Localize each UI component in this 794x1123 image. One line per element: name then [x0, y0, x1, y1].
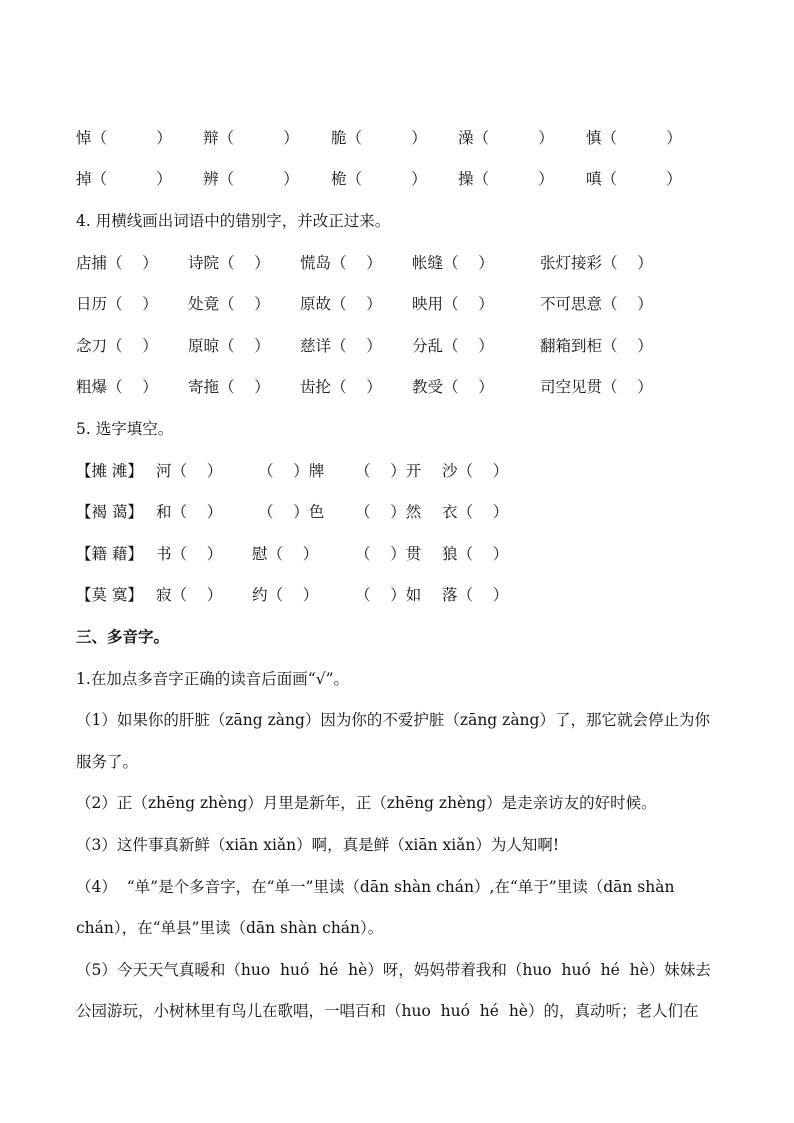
typo-item: 不可思意（ ）	[540, 295, 653, 313]
question-4-title: 4. 用横线画出词语中的错别字，并改正过来。	[76, 212, 391, 230]
choice-pair: 【籍 藉】	[76, 545, 143, 563]
fill-item: 嗔（ ）	[586, 170, 682, 188]
fill-item: 和（ ）	[156, 503, 223, 521]
paragraph-line: （2）正（zhēng zhèng）月里是新年，正（zhēng zhèng）是走亲访友的好时候。	[76, 794, 657, 812]
paragraph-line: chán），在“单县”里读（dān shàn chán）。	[76, 919, 384, 937]
fill-item: 落（ ）	[442, 586, 509, 604]
fill-item: （ ）贯	[355, 545, 422, 563]
fill-item: 书（ ）	[156, 545, 223, 563]
typo-item: 原晾（ ）	[188, 337, 270, 355]
typo-item: 日历（ ）	[76, 295, 158, 313]
paragraph-line: （3）这件事真新鲜（xiān xiǎn）啊，真是鲜（xiān xiǎn）为人知啊!	[76, 836, 560, 854]
fill-item: 辨（ ）	[203, 170, 299, 188]
typo-item: 原故（ ）	[300, 295, 382, 313]
choice-pair: 【褐 蔼】	[76, 503, 143, 521]
fill-item: 慎（ ）	[586, 129, 682, 147]
fill-item: 脆（ ）	[331, 129, 427, 147]
typo-item: 诗院（ ）	[188, 254, 270, 272]
typo-row	[0, 293, 794, 315]
typo-item: 慈详（ ）	[300, 337, 382, 355]
choice-pair: 【莫 寞】	[76, 586, 143, 604]
choose-row	[0, 501, 794, 523]
typo-item: 张灯接彩（ ）	[540, 254, 653, 272]
typo-item: 慌岛（ ）	[300, 254, 382, 272]
typo-row	[0, 376, 794, 398]
typo-item: 帐缝（ ）	[412, 254, 494, 272]
fill-item: 掉（ ）	[76, 170, 172, 188]
fill-item: 桅（ ）	[331, 170, 427, 188]
paragraph-line: （1）如果你的肝脏（zāng zàng）因为你的不爱护脏（zāng zàng）了，那它就会停止为你	[76, 711, 710, 729]
paragraph-line: 服务了。	[76, 753, 139, 771]
typo-item: 分乱（ ）	[412, 337, 494, 355]
typo-item: 司空见贯（ ）	[540, 378, 653, 396]
fill-item: 操（ ）	[458, 170, 554, 188]
fill-item: 澡（ ）	[458, 129, 554, 147]
fill-item: 河（ ）	[156, 462, 223, 480]
char-row	[0, 127, 794, 149]
typo-item: 念刀（ ）	[76, 337, 158, 355]
paragraph-line: （5）今天天气真暖和（huo huó hé hè）呀，妈妈带着我和（huo huó hé hè）妹妹去	[76, 961, 711, 979]
typo-item: 寄拖（ ）	[188, 378, 270, 396]
typo-item: 齿抡（ ）	[300, 378, 382, 396]
typo-item: 店捕（ ）	[76, 254, 158, 272]
fill-item: 狼（ ）	[442, 545, 509, 563]
question-1-title: 1.在加点多音字正确的读音后面画“√”。	[76, 670, 350, 688]
fill-item: 悼（ ）	[76, 129, 172, 147]
fill-item: （ ）色	[258, 503, 325, 521]
fill-item: 约（ ）	[252, 586, 319, 604]
typo-row	[0, 335, 794, 357]
question-5-title: 5. 选字填空。	[76, 420, 174, 438]
section-heading: 三、多音字。	[76, 627, 170, 646]
typo-item: 处竟（ ）	[188, 295, 270, 313]
fill-item: 慰（ ）	[252, 545, 319, 563]
paragraph-line: （4） “单”是个多音字，在“单一”里读（dān shàn chán）,在“单于”里读（dān shàn	[76, 878, 675, 896]
fill-item: 辩（ ）	[203, 129, 299, 147]
paragraph-line: 公园游玩，小树林里有鸟儿在歌唱，一唱百和（huo huó hé hè）的，真动听；老人们在	[76, 1002, 699, 1020]
fill-item: （ ）然	[355, 503, 422, 521]
fill-item: 衣（ ）	[442, 503, 509, 521]
fill-item: （ ）如	[355, 586, 422, 604]
choose-row	[0, 460, 794, 482]
choose-row	[0, 543, 794, 565]
fill-item: （ ）牌	[258, 462, 325, 480]
typo-item: 映用（ ）	[412, 295, 494, 313]
choice-pair: 【摊 滩】	[76, 462, 143, 480]
fill-item: 沙（ ）	[442, 462, 509, 480]
typo-item: 粗爆（ ）	[76, 378, 158, 396]
fill-item: （ ）开	[355, 462, 422, 480]
typo-item: 教受（ ）	[412, 378, 494, 396]
typo-row	[0, 252, 794, 274]
typo-item: 翻箱到柜（ ）	[540, 337, 653, 355]
choose-row	[0, 584, 794, 606]
fill-item: 寂（ ）	[156, 586, 223, 604]
char-row	[0, 168, 794, 190]
